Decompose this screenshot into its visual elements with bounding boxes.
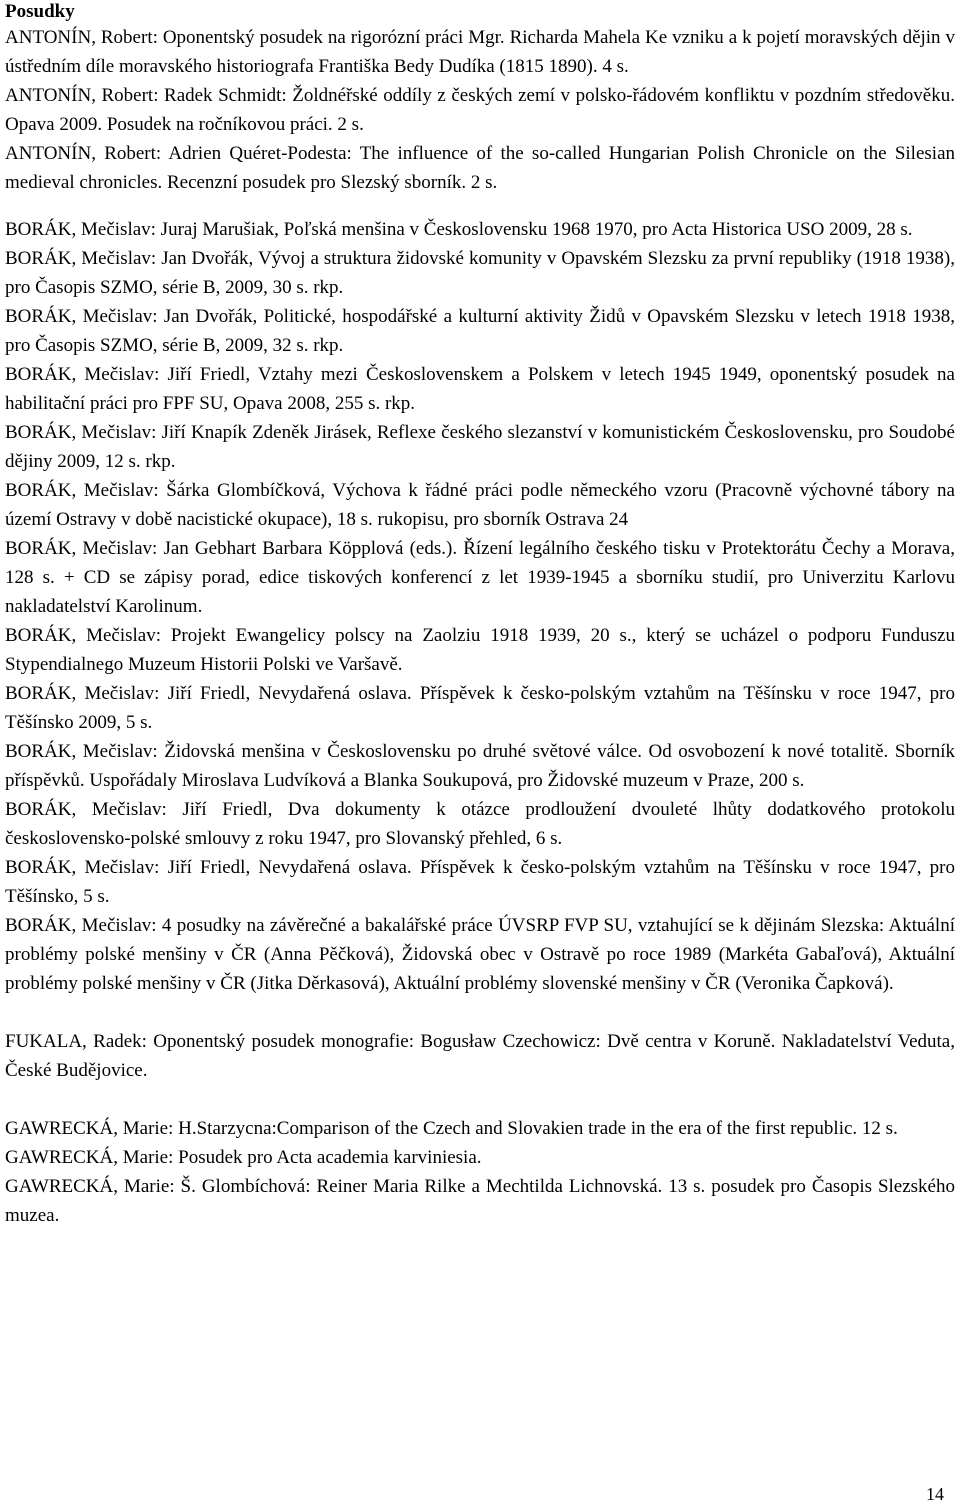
reference-entry: BORÁK, Mečislav: Jiří Knapík Zdeněk Jirásek, Reflexe českého slezanství v komunistickém Československu, pro Soudobé dějiny 2009, 12 s. rkp. (5, 422, 955, 472)
spacer (5, 197, 955, 215)
reference-entry: GAWRECKÁ, Marie: H.Starzycna:Comparison of the Czech and Slovakien trade in the era of the first republic. 12 s. (5, 1118, 898, 1139)
reference-entry: BORÁK, Mečislav: Juraj Marušiak, Poľská menšina v Československu 1968 1970, pro Acta Historica USO 2009, 28 s. (5, 219, 913, 240)
reference-entry: FUKALA, Radek: Oponentský posudek monografie: Bogusław Czechowicz: Dvě centra v Koruně. Nakladatelství Veduta, České Budějovice. (5, 1031, 955, 1081)
reference-entry: BORÁK, Mečislav: 4 posudky na závěrečné a bakalářské práce ÚVSRP FVP SU, vztahující se k dějinám Slezska: Aktuální problémy polské menšiny v ČR (Anna Pěčková), Židovská obec v Ostravě po roce 1989 (Markéta Gabaľová), Aktuální problémy polské menšiny v ČR (Jitka Děrkasová), Aktuální problémy slovenské menšiny v ČR (Veronika Čapková). (5, 915, 955, 994)
reference-entry: BORÁK, Mečislav: Jiří Friedl, Dva dokumenty k otázce prodloužení dvouleté lhůty dodatkového protokolu československo-polské smlouvy z roku 1947, pro Slovanský přehled, 6 s. (5, 799, 955, 849)
reference-entry: ANTONÍN, Robert: Radek Schmidt: Žoldnéřské oddíly z českých zemí v polsko-řádovém konfliktu v pozdním středověku. Opava 2009. Posudek na ročníkovou práci. 2 s. (5, 85, 955, 135)
spacer (5, 1085, 955, 1114)
reference-entry: BORÁK, Mečislav: Jiří Friedl, Nevydařená oslava. Příspěvek k česko-polským vztahům na Těšínsku v roce 1947, pro Těšínsko, 5 s. (5, 857, 955, 907)
reference-entry: BORÁK, Mečislav: Šárka Glombíčková, Výchova k řádné práci podle německého vzoru (Pracovně výchovné tábory na území Ostravy v době nacistické okupace), 18 s. rukopisu, pro sborník Ostrava 24 (5, 480, 955, 530)
reference-entry: ANTONÍN, Robert: Adrien Quéret-Podesta: The influence of the so-called Hungarian Polish Chronicle on the Silesian medieval chronicles. Recenzní posudek pro Slezský sborník. 2 s. (5, 143, 955, 193)
page-number: 14 (926, 1484, 944, 1504)
section-heading: Posudky (5, 1, 75, 22)
reference-entry: BORÁK, Mečislav: Projekt Ewangelicy polscy na Zaolziu 1918 1939, 20 s., který se ucházel o podporu Funduszu Stypendialnego Muzeum Historii Polski ve Varšavě. (5, 625, 955, 675)
reference-entry: BORÁK, Mečislav: Jiří Friedl, Nevydařená oslava. Příspěvek k česko-polským vztahům na Těšínsku v roce 1947, pro Těšínsko 2009, 5 s. (5, 683, 955, 733)
reference-entry: BORÁK, Mečislav: Jan Dvořák, Politické, hospodářské a kulturní aktivity Židů v Opavském Slezsku v letech 1918 1938, pro Časopis SZMO, série B, 2009, 32 s. rkp. (5, 306, 955, 356)
reference-entry: BORÁK, Mečislav: Jan Dvořák, Vývoj a struktura židovské komunity v Opavském Slezsku za první republiky (1918 1938), pro Časopis SZMO, série B, 2009, 30 s. rkp. (5, 248, 955, 298)
reference-entry: GAWRECKÁ, Marie: Š. Glombíchová: Reiner Maria Rilke a Mechtilda Lichnovská. 13 s. posudek pro Časopis Slezského muzea. (5, 1176, 955, 1226)
reference-entry: BORÁK, Mečislav: Jiří Friedl, Vztahy mezi Československem a Polskem v letech 1945 1949, oponentský posudek na habilitační práci pro FPF SU, Opava 2008, 255 s. rkp. (5, 364, 955, 414)
reference-entry: BORÁK, Mečislav: Židovská menšina v Československu po druhé světové válce. Od osvobození k nové totalitě. Sborník příspěvků. Uspořádaly Miroslava Ludvíková a Blanka Soukupová, pro Židovské muzeum v Praze, 200 s. (5, 741, 955, 791)
reference-entry: GAWRECKÁ, Marie: Posudek pro Acta academia karviniesia. (5, 1147, 482, 1168)
spacer (5, 998, 955, 1027)
reference-entry: ANTONÍN, Robert: Oponentský posudek na rigorózní práci Mgr. Richarda Mahela Ke vzniku a k pojetí moravských dějin v ústředním díle moravského historiografa Františka Bedy Dudíka (1815 1890). 4 s. (5, 27, 955, 77)
reference-entry: BORÁK, Mečislav: Jan Gebhart Barbara Köpplová (eds.). Řízení legálního českého tisku v Protektorátu Čechy a Morava, 128 s. + CD se zápisy porad, edice tiskových konferencí z let 1939-1945 a sborníku studií, pro Univerzitu Karlovu nakladatelství Karolinum. (5, 538, 955, 617)
document-page (5, 0, 955, 1230)
